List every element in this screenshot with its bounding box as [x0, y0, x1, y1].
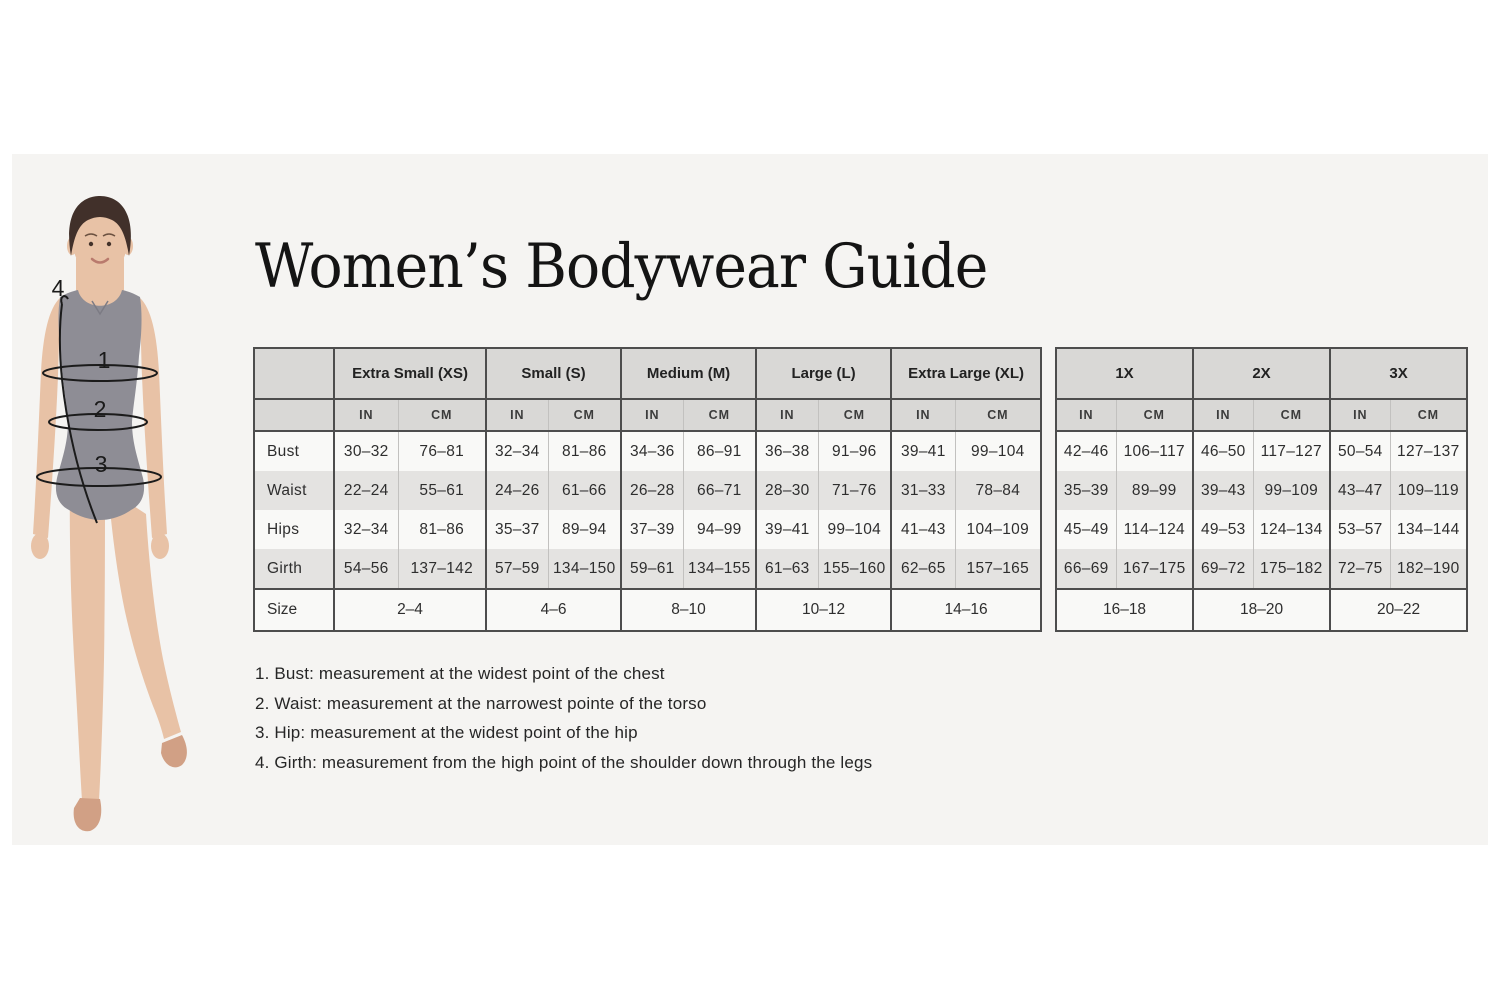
cell: 137–142	[398, 549, 486, 589]
unit-header-in: IN	[1193, 399, 1253, 431]
cell: 78–84	[955, 471, 1041, 510]
cell: 54–56	[334, 549, 398, 589]
cell: 86–91	[683, 431, 756, 471]
table-row-size	[254, 589, 1041, 631]
cell: 109–119	[1390, 471, 1467, 510]
table-row-hips	[1056, 510, 1467, 549]
cell: 43–47	[1330, 471, 1390, 510]
cell: 124–134	[1253, 510, 1330, 549]
cell: 94–99	[683, 510, 756, 549]
unit-header-in: IN	[891, 399, 955, 431]
cell: 81–86	[398, 510, 486, 549]
cell: 36–38	[756, 431, 818, 471]
cell: 41–43	[891, 510, 955, 549]
waist-label-2: 2	[93, 396, 107, 422]
unit-header-cm: CM	[1116, 399, 1193, 431]
cell: 35–37	[486, 510, 548, 549]
left-ballet-slipper	[74, 798, 102, 831]
unit-header-cm: CM	[1390, 399, 1467, 431]
unit-header-in: IN	[1056, 399, 1116, 431]
cell: 39–41	[756, 510, 818, 549]
cell: 91–96	[818, 431, 891, 471]
row-label-bust: Bust	[267, 442, 300, 460]
size-table-standard	[253, 347, 1042, 632]
unit-header-in: IN	[756, 399, 818, 431]
cell: 35–39	[1056, 471, 1116, 510]
unit-header-in: IN	[1330, 399, 1390, 431]
cell: 72–75	[1330, 549, 1390, 589]
table-row-girth	[1056, 549, 1467, 589]
row-label-girth: Girth	[254, 549, 334, 589]
cell: 57–59	[486, 549, 548, 589]
note-girth: 4. Girth: measurement from the high point of the shoulder down through the legs	[255, 752, 873, 772]
cell: 46–50	[1193, 431, 1253, 471]
size-value: 16–18	[1056, 589, 1193, 631]
unit-header-cm: CM	[1253, 399, 1330, 431]
page-title: Women’s Bodywear Guide	[255, 231, 988, 302]
cell: 114–124	[1116, 510, 1193, 549]
model-figure-illustration	[12, 154, 245, 845]
cell: 22–24	[334, 471, 398, 510]
table-row-girth	[254, 549, 1041, 589]
size-guide-panel	[12, 154, 1488, 845]
cell: 71–76	[818, 471, 891, 510]
row-label-waist: Waist	[254, 471, 334, 510]
cell: 157–165	[955, 549, 1041, 589]
table-row-size	[1056, 589, 1467, 631]
column-group-1x: 1X	[1056, 348, 1193, 399]
note-hip: 3. Hip: measurement at the widest point of the hip	[255, 723, 638, 743]
cell: 61–63	[756, 549, 818, 589]
cell: 24–26	[486, 471, 548, 510]
note-bust: 1. Bust: measurement at the widest point of the chest	[255, 664, 665, 683]
cell: 30–32	[334, 431, 398, 471]
cell: 32–34	[486, 431, 548, 471]
cell: 45–49	[1063, 520, 1109, 538]
left-hand	[31, 533, 49, 559]
corner-cell	[254, 348, 334, 399]
cell: 99–104	[818, 510, 891, 549]
column-group-medium: Medium (M)	[621, 348, 756, 399]
size-value: 4–6	[486, 589, 621, 631]
size-table-plus	[1055, 347, 1468, 632]
cell: 134–150	[548, 549, 621, 589]
unit-header-cm: CM	[818, 399, 891, 431]
cell: 69–72	[1193, 549, 1253, 589]
cell: 34–36	[621, 431, 683, 471]
column-group-small: Small (S)	[486, 348, 621, 399]
hip-label-3: 3	[94, 451, 108, 477]
cell: 53–57	[1330, 510, 1390, 549]
row-label-hips: Hips	[267, 520, 300, 538]
cell: 42–46	[1063, 442, 1109, 460]
right-leg	[108, 489, 181, 739]
cell: 26–28	[621, 471, 683, 510]
cell: 106–117	[1116, 431, 1193, 471]
table-row-bust	[1056, 431, 1467, 471]
cell: 81–86	[548, 431, 621, 471]
cell: 117–127	[1253, 431, 1330, 471]
size-value: 8–10	[621, 589, 756, 631]
cell: 89–94	[548, 510, 621, 549]
unit-header-cm: CM	[683, 399, 756, 431]
cell: 66–71	[683, 471, 756, 510]
cell: 127–137	[1390, 431, 1467, 471]
column-group-3x: 3X	[1330, 348, 1467, 399]
column-group-2x: 2X	[1193, 348, 1330, 399]
size-value: 18–20	[1193, 589, 1330, 631]
cell: 59–61	[621, 549, 683, 589]
cell: 37–39	[621, 510, 683, 549]
cell: 39–41	[891, 431, 955, 471]
cell: 89–99	[1116, 471, 1193, 510]
right-hand	[151, 533, 169, 559]
cell: 182–190	[1390, 549, 1467, 589]
right-eye	[107, 242, 111, 246]
model-figure	[12, 154, 245, 845]
cell: 175–182	[1253, 549, 1330, 589]
cell: 104–109	[955, 510, 1041, 549]
unit-header-in: IN	[486, 399, 548, 431]
column-group-extra-large: Extra Large (XL)	[891, 348, 1041, 399]
cell: 39–43	[1193, 471, 1253, 510]
girth-label-4: 4	[51, 275, 65, 301]
size-value: 20–22	[1330, 589, 1467, 631]
table-row-waist	[1056, 471, 1467, 510]
cell: 31–33	[891, 471, 955, 510]
cell: 49–53	[1193, 510, 1253, 549]
cell: 167–175	[1116, 549, 1193, 589]
unit-header-cm: CM	[955, 399, 1041, 431]
left-leg	[70, 484, 105, 801]
measurement-notes	[255, 659, 872, 777]
column-group-extra-small: Extra Small (XS)	[334, 348, 486, 399]
table-row-hips	[254, 510, 1041, 549]
cell: 134–155	[683, 549, 756, 589]
right-ballet-slipper	[161, 735, 187, 767]
size-value: 14–16	[891, 589, 1041, 631]
table-row-waist	[254, 471, 1041, 510]
cell: 76–81	[398, 431, 486, 471]
left-eye	[89, 242, 93, 246]
unit-header-cm: CM	[398, 399, 486, 431]
size-value: 2–4	[334, 589, 486, 631]
unit-header-in: IN	[334, 399, 398, 431]
cell: 99–104	[955, 431, 1041, 471]
note-waist: 2. Waist: measurement at the narrowest pointe of the torso	[255, 693, 707, 713]
size-value: 10–12	[756, 589, 891, 631]
corner-cell-units	[254, 399, 334, 431]
cell: 62–65	[891, 549, 955, 589]
cell: 99–109	[1253, 471, 1330, 510]
unit-header-in: IN	[621, 399, 683, 431]
cell: 61–66	[548, 471, 621, 510]
cell: 55–61	[398, 471, 486, 510]
cell: 66–69	[1056, 549, 1116, 589]
table-row-bust	[254, 431, 1041, 471]
cell: 32–34	[334, 510, 398, 549]
cell: 28–30	[756, 471, 818, 510]
unit-header-cm: CM	[548, 399, 621, 431]
body-skin	[31, 208, 187, 831]
cell: 134–144	[1390, 510, 1467, 549]
column-group-large: Large (L)	[756, 348, 891, 399]
cell: 50–54	[1330, 431, 1390, 471]
row-label-size: Size	[254, 589, 334, 631]
cell: 155–160	[818, 549, 891, 589]
bust-label-1: 1	[97, 347, 111, 373]
